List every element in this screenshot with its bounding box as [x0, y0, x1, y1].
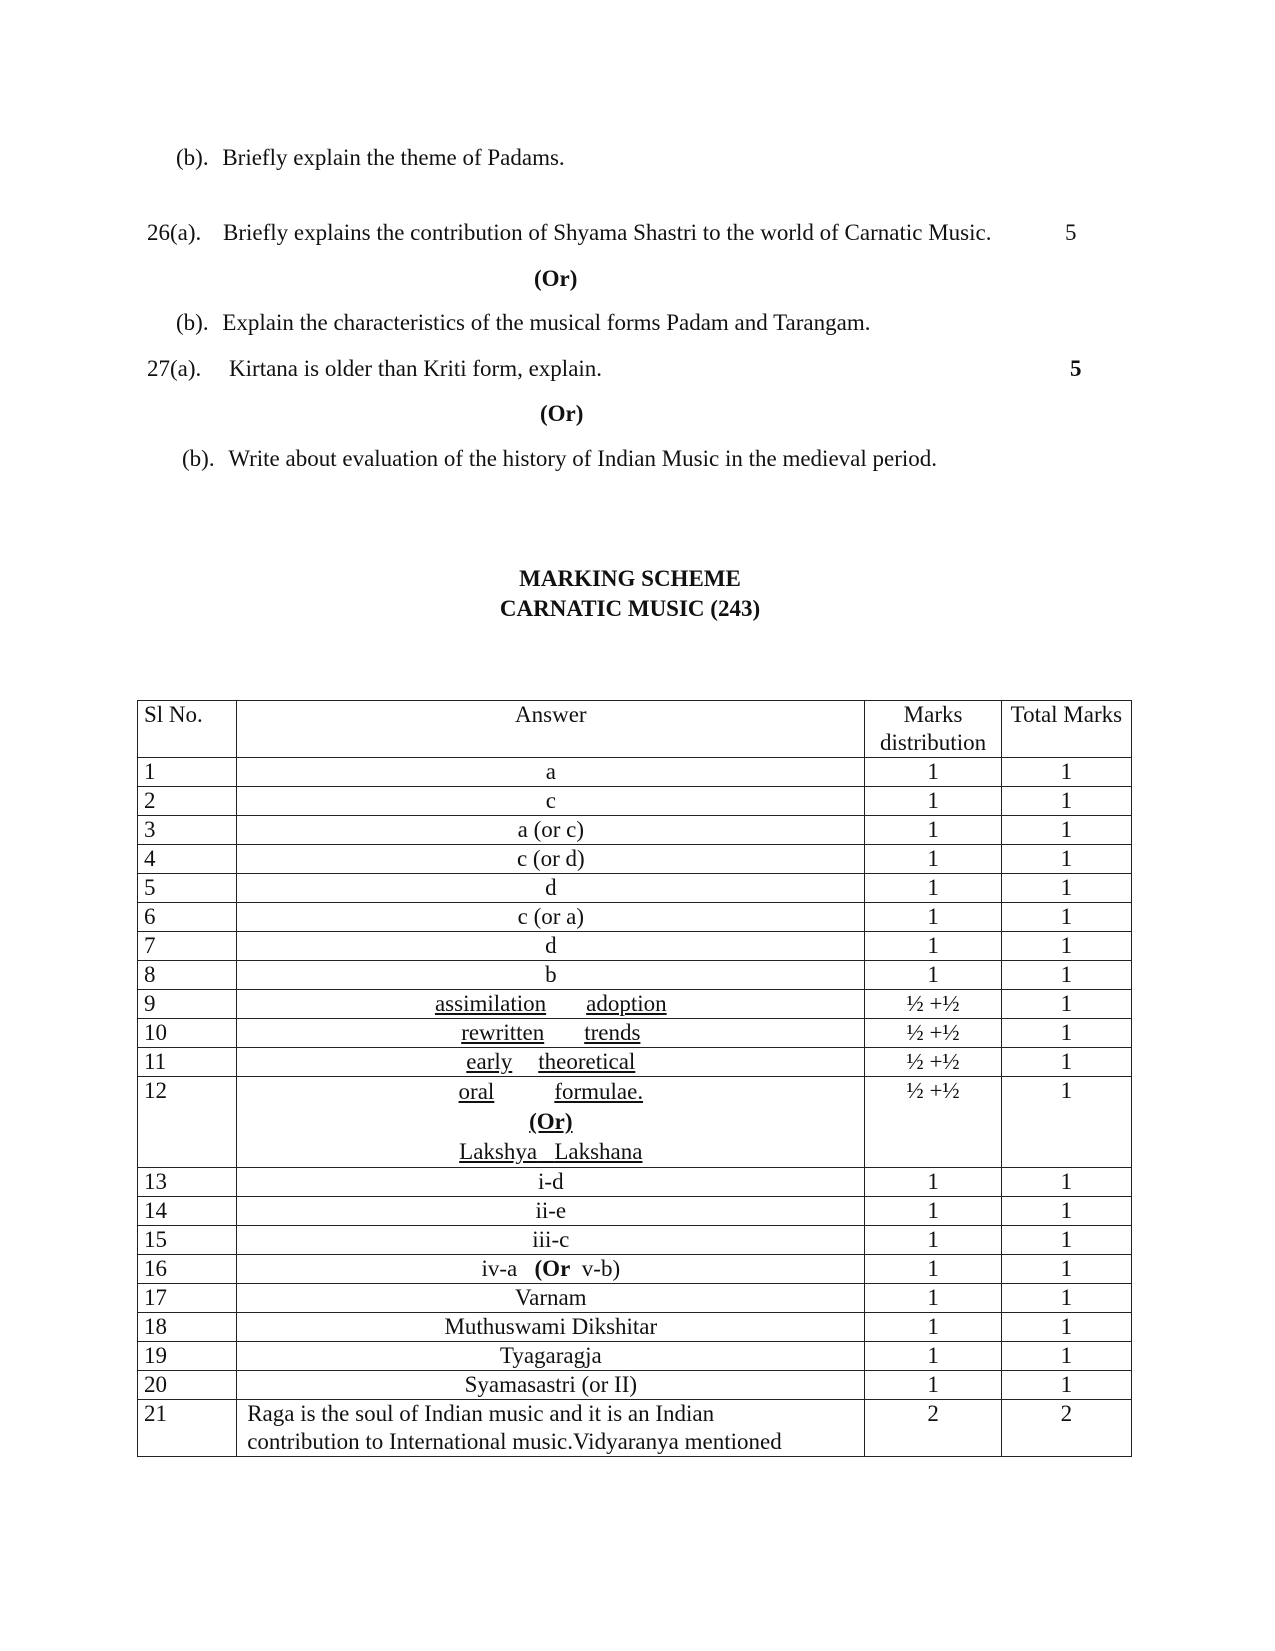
- answer-line: Raga is the soul of Indian music and it is an Indian: [247, 1401, 715, 1426]
- row-sl: 15: [138, 1226, 237, 1255]
- row-marks: 1: [865, 961, 1001, 990]
- row-answer: Varnam: [237, 1284, 865, 1313]
- row-total: 1: [1001, 874, 1131, 903]
- question-label: (b).: [176, 310, 209, 335]
- row-sl: 21: [138, 1400, 237, 1457]
- row-answer: Syamasastri (or II): [237, 1371, 865, 1400]
- marking-scheme-table: [137, 700, 1132, 1457]
- table-row: [138, 1197, 1132, 1226]
- row-sl: 1: [138, 758, 237, 787]
- table-row: [138, 1168, 1132, 1197]
- row-answer: c (or d): [237, 845, 865, 874]
- answer-blank-2: adoption: [586, 991, 667, 1016]
- row-sl: 2: [138, 787, 237, 816]
- answer-blank-1: early: [466, 1049, 513, 1074]
- row-marks: 1: [865, 1168, 1001, 1197]
- table-row: [138, 1400, 1132, 1457]
- row-marks: 1: [865, 1371, 1001, 1400]
- table-row: [138, 758, 1132, 787]
- row-marks: 1: [865, 903, 1001, 932]
- answer-alt-1: Lakshya: [459, 1139, 538, 1164]
- table-row: [138, 1342, 1132, 1371]
- row-sl: 16: [138, 1255, 237, 1284]
- question-27a: [147, 356, 602, 382]
- row-answer: d: [237, 932, 865, 961]
- scheme-subtitle: CARNATIC MUSIC (243): [499, 596, 761, 621]
- row-answer: c (or a): [237, 903, 865, 932]
- row-total: 1: [1001, 845, 1131, 874]
- answer-blank-2: theoretical: [538, 1049, 636, 1074]
- table-row: [138, 1077, 1132, 1168]
- table-row: [138, 816, 1132, 845]
- row-sl: 12: [138, 1077, 237, 1168]
- header-total-marks: Total Marks: [1001, 701, 1131, 758]
- question-26b: [176, 310, 870, 336]
- row-answer: iii-c: [237, 1226, 865, 1255]
- row-total: 1: [1001, 1284, 1131, 1313]
- row-total: 1: [1001, 1197, 1131, 1226]
- table-row: [138, 1048, 1132, 1077]
- question-text: Briefly explains the contribution of Shyama Shastri to the world of Carnatic Music.: [223, 220, 992, 245]
- row-sl: 13: [138, 1168, 237, 1197]
- question-label: 27(a).: [147, 356, 202, 381]
- row-marks: 1: [865, 1313, 1001, 1342]
- row-sl: 17: [138, 1284, 237, 1313]
- answer-blank-1: assimilation: [434, 991, 547, 1016]
- question-text: Kirtana is older than Kriti form, explain.: [229, 356, 603, 381]
- row-marks: ½ +½: [865, 1019, 1001, 1048]
- row-sl: 18: [138, 1313, 237, 1342]
- row-marks: 1: [865, 874, 1001, 903]
- answer-alt-2: Lakshana: [554, 1139, 643, 1164]
- row-sl: 14: [138, 1197, 237, 1226]
- answer-or: (Or): [529, 1109, 573, 1134]
- row-sl: 4: [138, 845, 237, 874]
- answer-blank-2: trends: [584, 1020, 641, 1045]
- row-answer: c: [237, 787, 865, 816]
- row-answer: [237, 1048, 865, 1077]
- row-sl: 20: [138, 1371, 237, 1400]
- row-sl: 19: [138, 1342, 237, 1371]
- row-total: 1: [1001, 1048, 1131, 1077]
- question-label: (b).: [182, 446, 215, 471]
- row-total: 1: [1001, 990, 1131, 1019]
- table-row: [138, 1255, 1132, 1284]
- answer-primary: [243, 1077, 858, 1107]
- row-marks: 1: [865, 787, 1001, 816]
- question-27b: [182, 446, 937, 472]
- table-row: [138, 1313, 1132, 1342]
- answer-blank-2: formulae.: [554, 1079, 644, 1104]
- row-total: 1: [1001, 932, 1131, 961]
- question-26a: [147, 220, 991, 246]
- table-row: [138, 932, 1132, 961]
- row-total: 1: [1001, 1371, 1131, 1400]
- row-sl: 7: [138, 932, 237, 961]
- question-text: Explain the characteristics of the musical forms Padam and Tarangam.: [222, 310, 871, 335]
- row-answer: b: [237, 961, 865, 990]
- row-total: 1: [1001, 1255, 1131, 1284]
- table-row: [138, 1284, 1132, 1313]
- header-answer: Answer: [237, 701, 865, 758]
- row-marks: 1: [865, 1226, 1001, 1255]
- row-marks: 1: [865, 758, 1001, 787]
- row-marks: ½ +½: [865, 990, 1001, 1019]
- row-answer: [237, 1255, 865, 1284]
- answer-or: (Or: [534, 1256, 571, 1281]
- table-header-row: [138, 701, 1132, 758]
- row-marks: 1: [865, 1255, 1001, 1284]
- question-text: Write about evaluation of the history of Indian Music in the medieval period.: [228, 446, 938, 471]
- row-answer: [237, 990, 865, 1019]
- row-total: 1: [1001, 903, 1131, 932]
- question-marks: 5: [1065, 220, 1077, 245]
- table-row: [138, 1226, 1132, 1255]
- table-row: [138, 1371, 1132, 1400]
- row-marks: 2: [865, 1400, 1001, 1457]
- row-marks: ½ +½: [865, 1077, 1001, 1168]
- table-row: [138, 787, 1132, 816]
- row-marks: 1: [865, 845, 1001, 874]
- row-sl: 9: [138, 990, 237, 1019]
- row-answer: a (or c): [237, 816, 865, 845]
- row-total: 1: [1001, 1077, 1131, 1168]
- row-answer: d: [237, 874, 865, 903]
- table-row: [138, 961, 1132, 990]
- answer-blank-1: rewritten: [461, 1020, 545, 1045]
- answer-blank-1: oral: [458, 1079, 495, 1104]
- row-sl: 11: [138, 1048, 237, 1077]
- row-marks: 1: [865, 1197, 1001, 1226]
- answer-line: contribution to International music.Vidyaranya mentioned: [247, 1429, 782, 1454]
- table-row: [138, 845, 1132, 874]
- row-marks: ½ +½: [865, 1048, 1001, 1077]
- row-answer: Muthuswami Dikshitar: [237, 1313, 865, 1342]
- question-25b: [176, 145, 565, 171]
- or-divider: (Or): [534, 266, 578, 291]
- row-total: 1: [1001, 1226, 1131, 1255]
- row-total: 1: [1001, 961, 1131, 990]
- row-answer: a: [237, 758, 865, 787]
- table-row: [138, 1019, 1132, 1048]
- answer-main: iv-a: [481, 1256, 518, 1281]
- row-total: 1: [1001, 816, 1131, 845]
- row-total: 1: [1001, 1342, 1131, 1371]
- row-answer: i-d: [237, 1168, 865, 1197]
- table-row: [138, 903, 1132, 932]
- row-answer: [237, 1019, 865, 1048]
- table-row: [138, 874, 1132, 903]
- row-total: 1: [1001, 758, 1131, 787]
- question-text: Briefly explain the theme of Padams.: [222, 145, 565, 170]
- header-sl-no: Sl No.: [138, 701, 237, 758]
- question-label: 26(a).: [147, 220, 202, 245]
- table-row: [138, 990, 1132, 1019]
- row-marks: 1: [865, 1342, 1001, 1371]
- row-answer: [237, 1077, 865, 1168]
- question-marks: 5: [1070, 356, 1082, 381]
- row-sl: 8: [138, 961, 237, 990]
- row-marks: 1: [865, 932, 1001, 961]
- row-total: 1: [1001, 1313, 1131, 1342]
- row-answer: [237, 1400, 865, 1457]
- row-marks: 1: [865, 816, 1001, 845]
- or-divider: (Or): [540, 401, 584, 426]
- scheme-title: MARKING SCHEME: [519, 566, 741, 591]
- row-total: 1: [1001, 787, 1131, 816]
- row-sl: 5: [138, 874, 237, 903]
- row-sl: 10: [138, 1019, 237, 1048]
- answer-alt: v-b): [581, 1256, 621, 1281]
- answer-alternative: [243, 1137, 858, 1167]
- row-answer: Tyagaragja: [237, 1342, 865, 1371]
- row-total: 1: [1001, 1168, 1131, 1197]
- row-sl: 6: [138, 903, 237, 932]
- row-sl: 3: [138, 816, 237, 845]
- row-total: 1: [1001, 1019, 1131, 1048]
- question-label: (b).: [176, 145, 209, 170]
- row-total: 2: [1001, 1400, 1131, 1457]
- header-marks-distribution: Marks distribution: [865, 701, 1001, 758]
- row-marks: 1: [865, 1284, 1001, 1313]
- row-answer: ii-e: [237, 1197, 865, 1226]
